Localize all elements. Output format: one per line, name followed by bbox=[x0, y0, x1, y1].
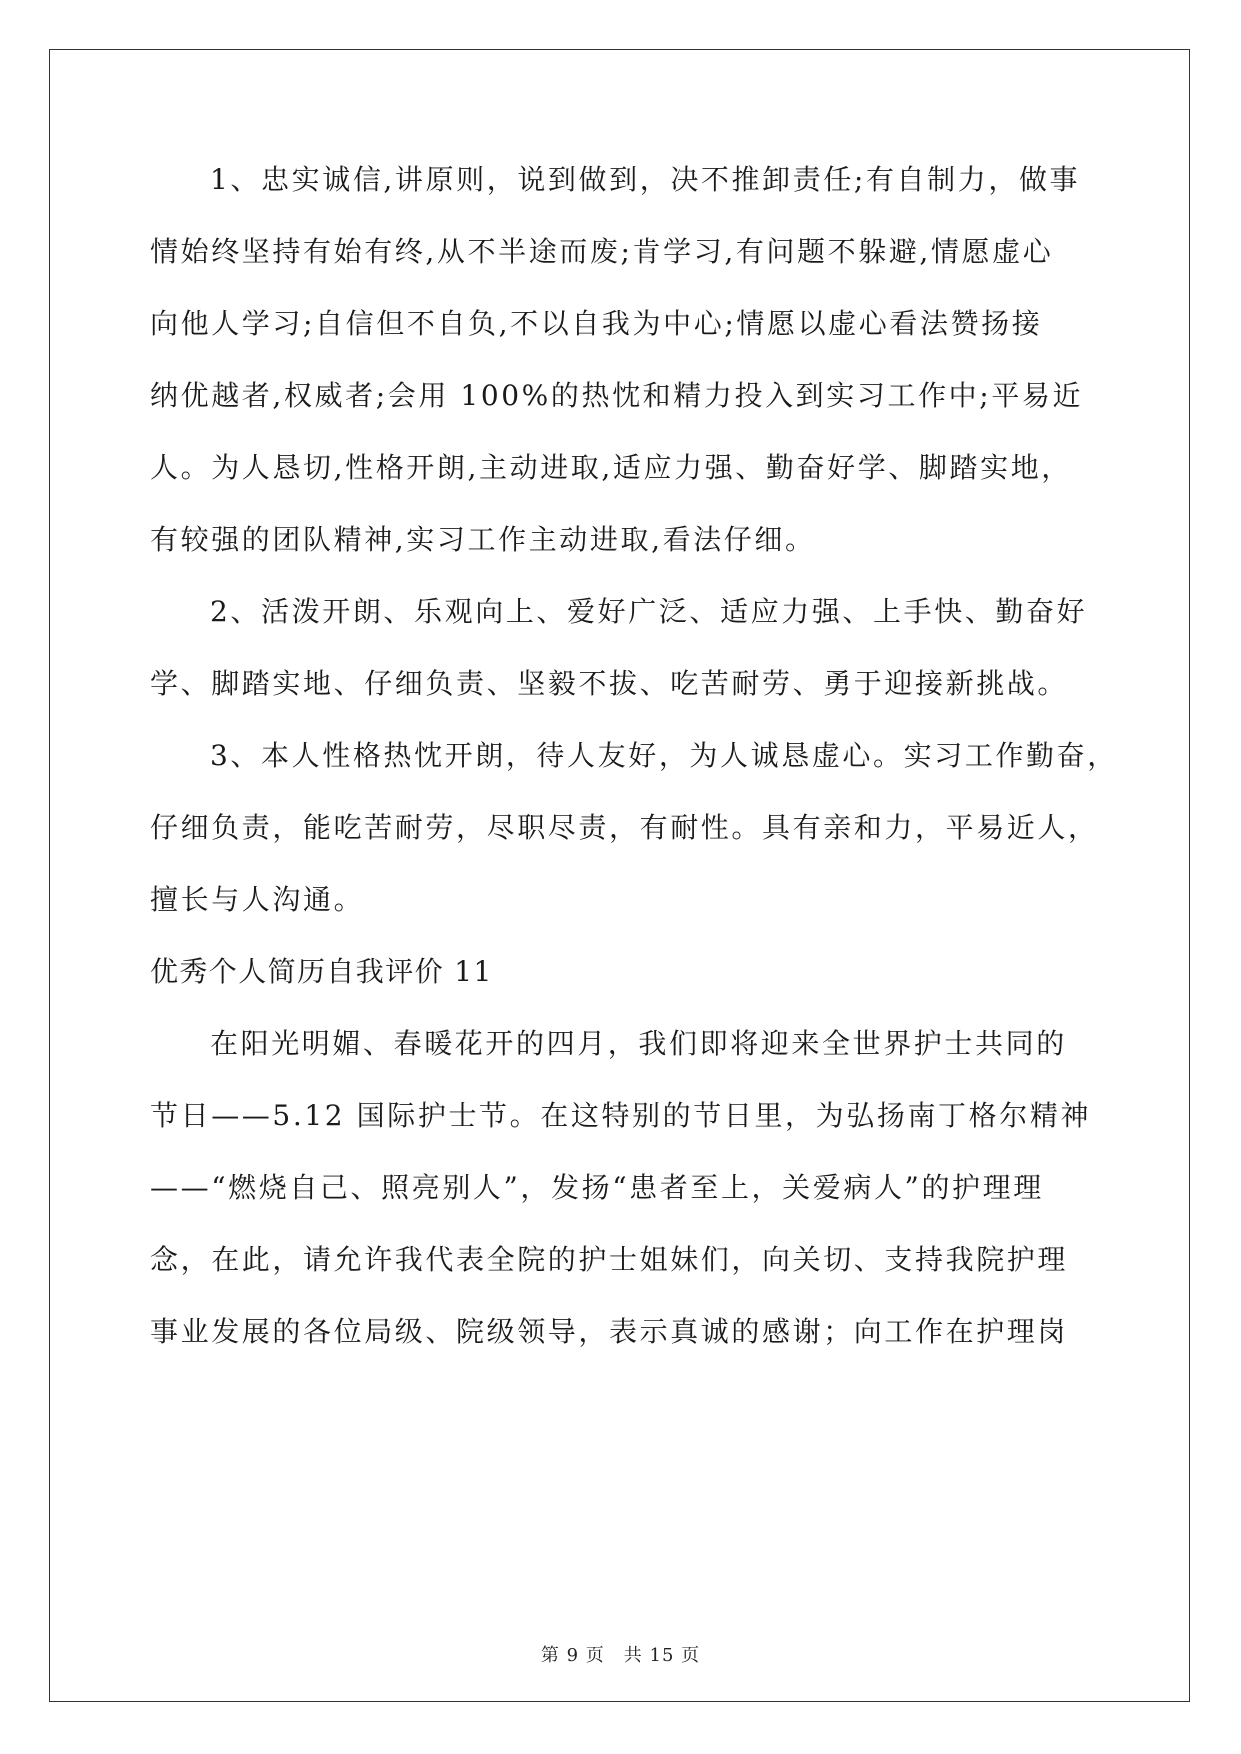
paragraph-4-line-3: ——“燃烧自己、照亮别人”，发扬“患者至上，关爱病人”的护理理 bbox=[150, 1171, 1044, 1204]
paragraph-1-line-3: 向他人学习;自信但不自负,不以自我为中心;情愿以虚心看法赞扬接 bbox=[150, 307, 1043, 340]
section-heading: 优秀个人简历自我评价 11 bbox=[150, 955, 493, 988]
paragraph-4-line-5: 事业发展的各位局级、院级领导，表示真诚的感谢；向工作在护理岗 bbox=[150, 1315, 1069, 1348]
paragraph-4-line-4: 念，在此，请允许我代表全院的护士姐妹们，向关切、支持我院护理 bbox=[150, 1243, 1069, 1276]
paragraph-2-line-2: 学、脚踏实地、仔细负责、坚毅不拔、吃苦耐劳、勇于迎接新挑战。 bbox=[150, 667, 1069, 700]
paragraph-1-line-1: 1、忠实诚信,讲原则，说到做到，决不推卸责任;有自制力，做事 bbox=[210, 163, 1081, 196]
paragraph-2-line-1: 2、活泼开朗、乐观向上、爱好广泛、适应力强、上手快、勤奋好 bbox=[210, 595, 1088, 628]
paragraph-4-line-1: 在阳光明媚、春暖花开的四月，我们即将迎来全世界护士共同的 bbox=[210, 1027, 1067, 1060]
page-number-footer: 第 9 页 共 15 页 bbox=[540, 1645, 701, 1666]
paragraph-1-line-2: 情始终坚持有始有终,从不半途而废;肯学习,有问题不躲避,情愿虚心 bbox=[150, 235, 1054, 268]
paragraph-1-line-6: 有较强的团队精神,实习工作主动进取,看法仔细。 bbox=[150, 523, 816, 556]
paragraph-3-line-2: 仔细负责，能吃苦耐劳，尽职尽责，有耐性。具有亲和力，平易近人， bbox=[150, 811, 1099, 844]
paragraph-3-line-3: 擅长与人沟通。 bbox=[150, 883, 365, 916]
page-border bbox=[49, 49, 1190, 1702]
paragraph-3-line-1: 3、本人性格热忱开朗，待人友好，为人诚恳虚心。实习工作勤奋， bbox=[210, 739, 1118, 772]
paragraph-1-line-4: 纳优越者,权威者;会用 100%的热忱和精力投入到实习工作中;平易近 bbox=[150, 379, 1084, 412]
paragraph-4-line-2: 节日——5.12 国际护士节。在这特别的节日里，为弘扬南丁格尔精神 bbox=[150, 1099, 1092, 1132]
paragraph-1-line-5: 人。为人恳切,性格开朗,主动进取,适应力强、勤奋好学、脚踏实地， bbox=[150, 451, 1072, 484]
